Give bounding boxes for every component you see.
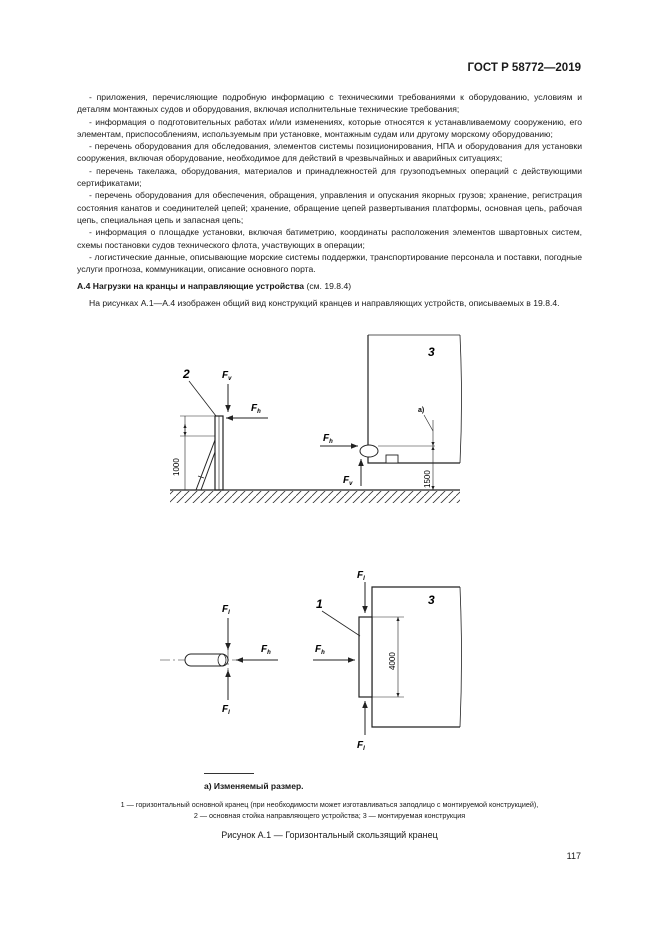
section-ref: (см. 19.8.4)	[306, 281, 352, 292]
dimension-1000: 1000	[172, 458, 181, 476]
fender-1	[359, 617, 372, 697]
force-fv-label: $F_v$	[222, 370, 232, 382]
paragraph: - перечень оборудования для обследования, элементов системы позиционирования, НПА и оборудования для установки сооружения, включая оборудование, необходимое для действий в чрезвычайных и аварийных ситуациях;	[77, 141, 582, 164]
force-fh-right-label: $F_h$	[323, 433, 333, 445]
structure-3-elevation	[372, 587, 460, 727]
part-label-3-bottom: 3	[428, 593, 435, 607]
part-label-3: 3	[428, 345, 435, 359]
force-fh-label: $F_h$	[251, 403, 261, 415]
force-fh-bottom-left-label: $F_h$	[261, 644, 271, 656]
force-fl-bottom-label: $F_l$	[222, 704, 230, 716]
dimension-4000: 4000	[388, 652, 397, 670]
figure-legend	[77, 800, 582, 821]
structure-3	[368, 335, 460, 463]
section-title: Нагрузки на кранцы и направляющие устройства	[92, 281, 305, 292]
force-fh-right-label-bottom: $F_h$	[315, 644, 325, 656]
top-figure	[170, 335, 462, 503]
paragraph: - логистические данные, описывающие морские системы поддержки, транспортирование персонала и поставки, погодные услуги прогноза, коммуникации, описание основного порта.	[77, 251, 582, 275]
dimension-1500: 1500	[423, 470, 432, 488]
part-label-2: 2	[183, 367, 190, 381]
paragraph: - перечень такелажа, оборудования, материалов и принадлежностей для грузоподъемных операций с действующими сертификатами;	[77, 165, 582, 189]
page-number: 117	[566, 851, 581, 861]
paragraph: - информация о площадке установки, включая батиметрию, координаты расположения элементов швартовных систем, схемы постановки судов технического флота, участвующих в операции;	[77, 227, 582, 250]
bottom-figure	[160, 570, 462, 752]
document-code: ГОСТ Р 58772—2019	[467, 62, 581, 74]
paragraph: - перечень оборудования для обеспечения, обращения, управления и опускания якорных грузов; хранение, регистрация состояния канатов и соединителей цепей; хранение, обращение цепей развертывания платформы, основная цепь, рабочая цепь, специальная цепь и запасная цепь;	[77, 190, 582, 225]
force-fl-right-top-label: $F_l$	[357, 570, 365, 582]
part-label-1: 1	[316, 597, 323, 611]
force-fl-top-label: $F_l$	[222, 604, 230, 616]
ground-hatch	[170, 491, 460, 503]
paragraph: - информация о подготовительных работах и/или изменениях, которые относятся к устанавливаемому сооружению, его элементам, приспособлениям, используемым при установке, монтажным судам или другому морскому оборудованию;	[77, 116, 582, 139]
note-a-label: a)	[418, 407, 425, 414]
intro-paragraph: На рисунках А.1—А.4 изображен общий вид конструкций кранцев и направляющих устройств, описываемых в 19.8.4.	[89, 297, 560, 308]
footnote-rule	[204, 773, 254, 774]
footnote: a) Изменяемый размер.	[204, 781, 304, 791]
paragraph: - приложения, перечисляющие подробную информацию с техническими требованиями к оборудованию, условиям и деталям монтажных судов и оборудования, включая исполнительные технические требования;	[77, 92, 582, 115]
fender-plan-view	[185, 654, 228, 666]
section-number: А.4	[77, 281, 91, 292]
fender-roller	[360, 445, 378, 457]
force-fv-right-label: $F_v$	[343, 475, 353, 487]
figure-caption: Рисунок А.1 — Горизонтальный скользящий кранец	[221, 830, 438, 840]
legend-line: 2 — основная стойка направляющего устройства; 3 — монтируемая конструкция	[193, 810, 466, 820]
legend-line: 1 — горизонтальный основной кранец (при необходимости может изготавливаться заподлицо с монтируемой конструкцией),	[120, 800, 539, 809]
force-fl-right-bottom-label: $F_l$	[357, 740, 365, 752]
